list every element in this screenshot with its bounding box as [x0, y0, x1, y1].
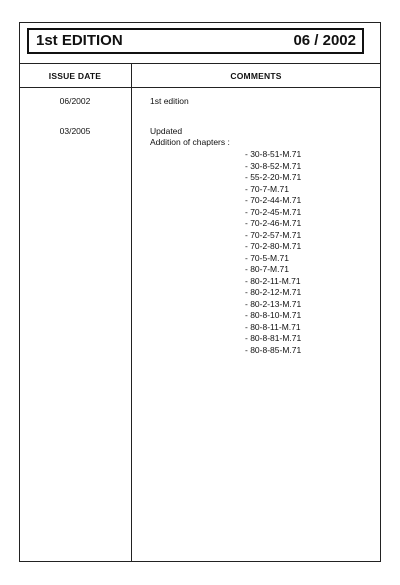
list-item: - 30-8-51-M.71: [245, 149, 302, 159]
list-item: - 30-8-52-M.71: [245, 160, 302, 171]
column-divider: [131, 63, 132, 562]
list-item: - 70-2-80-M.71: [245, 241, 302, 251]
list-item: - 80-2-12-M.71: [245, 287, 302, 297]
title-bar: [27, 28, 364, 54]
list-item: - 80-8-81-M.71: [245, 333, 302, 343]
list-item: - 80-2-13-M.71: [245, 298, 302, 309]
list-item: - 80-8-11-M.71: [245, 321, 301, 332]
edition-title: 1st EDITION: [36, 32, 123, 49]
entry-date: 03/2005: [59, 126, 91, 136]
edition-date: 06 / 2002: [293, 32, 356, 49]
list-item: - 70-2-44-M.71: [245, 195, 302, 205]
entry-comment: 1st edition: [150, 96, 189, 106]
column-header-comments: COMMENTS: [230, 71, 282, 81]
entry-comment: Updated: [150, 126, 183, 136]
column-header-issue-date: ISSUE DATE: [48, 71, 102, 81]
list-item: - 80-8-85-M.71: [245, 344, 302, 355]
list-item: - 70-2-46-M.71: [245, 218, 302, 228]
entry-date: 06/2002: [59, 96, 91, 106]
list-item: - 55-2-20-M.71: [245, 172, 302, 182]
chapter-list: [245, 149, 301, 356]
list-item: - 70-5-M.71: [245, 252, 289, 263]
list-item: - 80-2-11-M.71: [245, 275, 301, 286]
list-item: - 80-7-M.71: [245, 264, 289, 274]
list-item: - 70-7-M.71: [245, 183, 289, 194]
list-item: - 80-8-10-M.71: [245, 310, 302, 320]
list-item: - 70-2-45-M.71: [245, 206, 302, 217]
list-item: - 70-2-57-M.71: [245, 229, 302, 240]
table-top-divider: [19, 63, 381, 64]
entry-sub-label: Addition of chapters :: [150, 137, 230, 147]
table-header-divider: [19, 87, 381, 88]
